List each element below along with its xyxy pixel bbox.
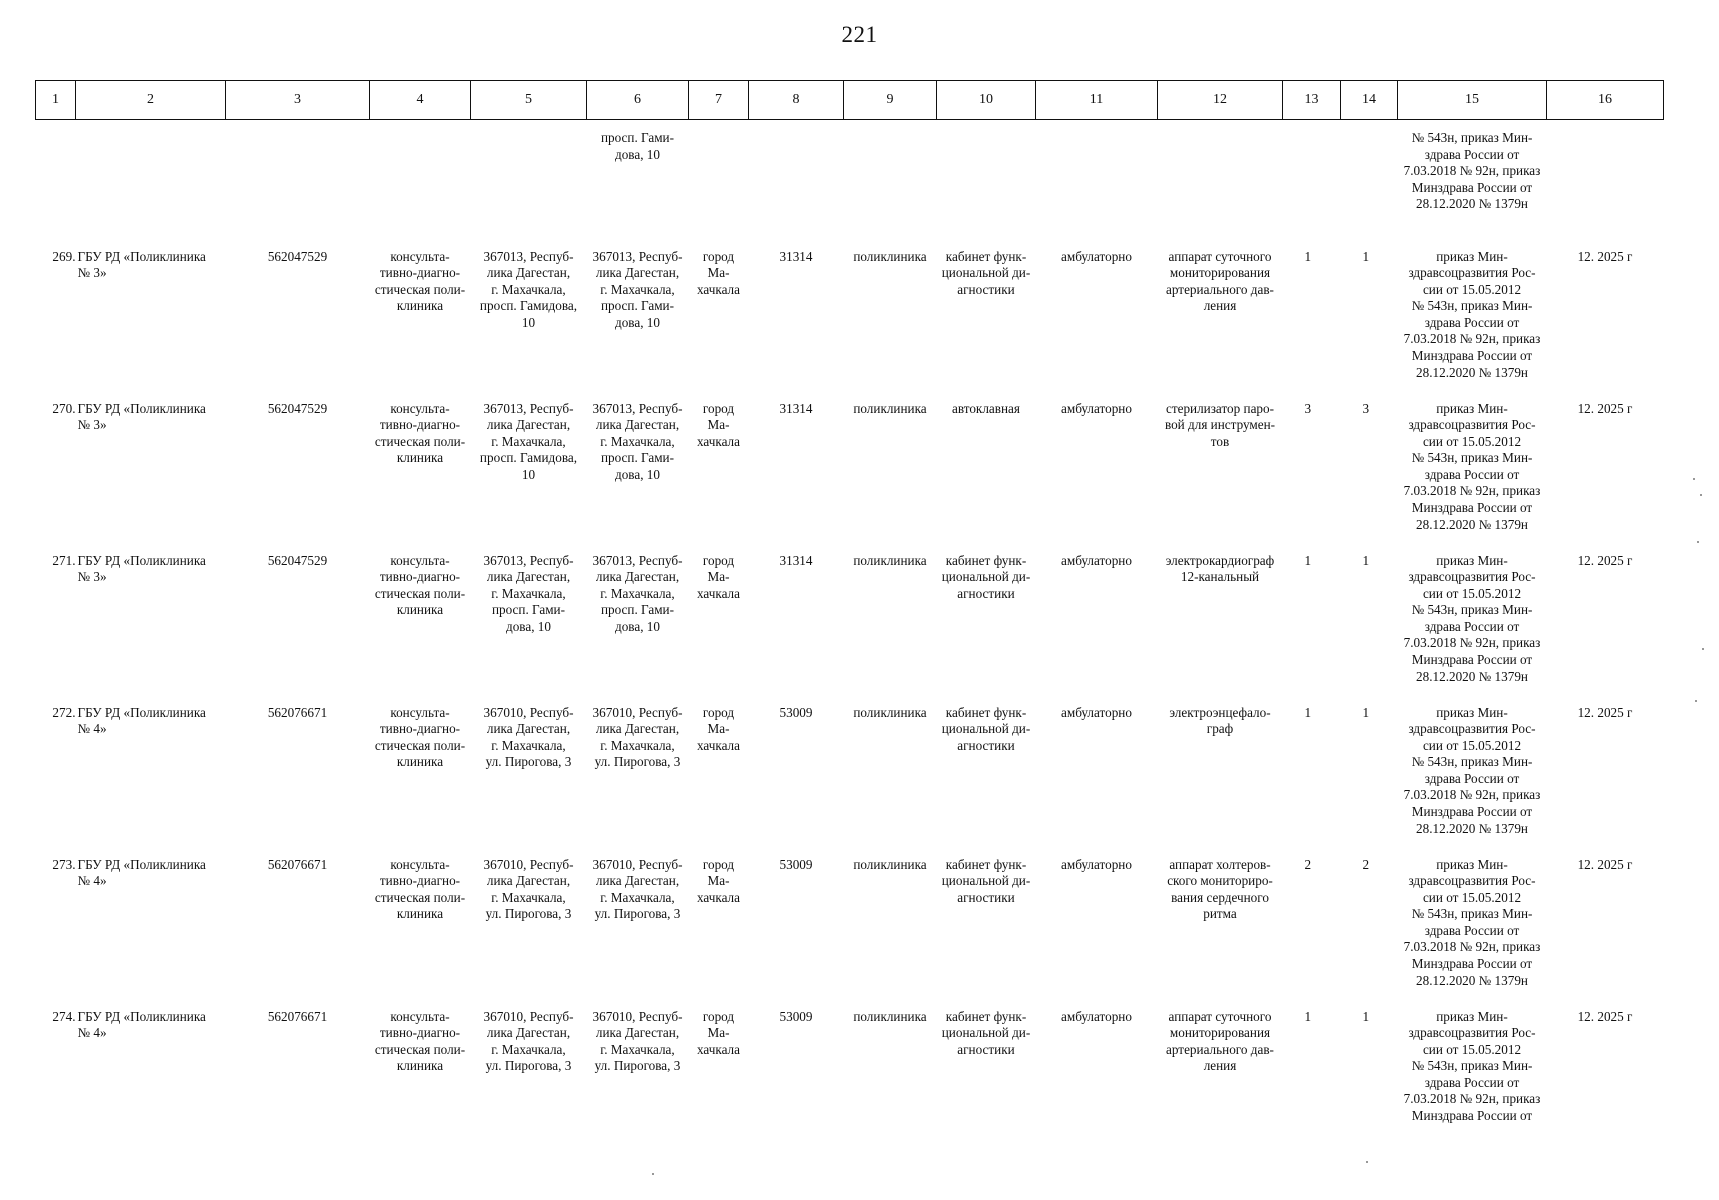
actual-address-cell: 367013, Респуб- лика Дагестан, г. Махачкала, просп. Гами- дова, 10	[592, 552, 683, 634]
equipment-cell: электрокардиограф 12-канальный	[1165, 552, 1275, 585]
org-code-cell: 562076671	[267, 1008, 328, 1024]
actual-address-cell: 367010, Респуб- лика Дагестан, г. Махачкала, ул. Пирогова, 3	[592, 704, 683, 770]
quantity-planned-cell: 1	[1362, 704, 1370, 720]
legal-basis-cell: приказ Мин- здравсоцразвития Рос- сии от 15.05.2012 № 543н, приказ Мин- здрава России от 7.03.2018 № 92н, приказ Минздрава России от 28.12.2020 № 1379н	[1403, 856, 1541, 988]
city-cell: город Ма- хачкала	[697, 400, 740, 449]
care-form-cell: амбулаторно	[1061, 1008, 1132, 1024]
column-number-row	[36, 81, 1664, 120]
facility-type-cell: консульта- тивно-диагно- стическая поли- клиника	[374, 1008, 466, 1074]
table-row	[36, 842, 1664, 994]
actual-address-cell: 367013, Респуб- лика Дагестан, г. Махачкала, просп. Гами- дова, 10	[592, 400, 683, 482]
legal-address-cell: 367010, Респуб- лика Дагестан, г. Махачкала, ул. Пирогова, 3	[483, 856, 574, 922]
facility-type-cell: консульта- тивно-диагно- стическая поли- клиника	[374, 704, 466, 770]
unit-cell: кабинет функ- циональной ди- агностики	[941, 704, 1031, 753]
row-number-cell: 273.	[52, 856, 76, 872]
equipment-cell: аппарат суточного мониторирования артериального дав- ления	[1166, 248, 1274, 314]
quantity-planned-cell: 2	[1362, 856, 1370, 872]
organization-cell: ГБУ РД «Поликлиника № 3»	[77, 552, 206, 585]
deadline-cell: 12. 2025 г	[1577, 1008, 1633, 1024]
column-number: 14	[1341, 81, 1398, 120]
care-form-cell: амбулаторно	[1061, 400, 1132, 416]
actual-address-cell: 367010, Респуб- лика Дагестан, г. Махачкала, ул. Пирогова, 3	[592, 856, 683, 922]
unit-cell: кабинет функ- циональной ди- агностики	[941, 248, 1031, 297]
organization-cell: ГБУ РД «Поликлиника № 4»	[77, 704, 206, 737]
deadline-cell: 12. 2025 г	[1577, 856, 1633, 872]
column-number: 4	[370, 81, 471, 120]
legal-basis-cell: приказ Мин- здравсоцразвития Рос- сии от 15.05.2012 № 543н, приказ Мин- здрава России от 7.03.2018 № 92н, приказ Минздрава России от 28.12.2020 № 1379н	[1403, 552, 1541, 684]
column-number: 11	[1036, 81, 1158, 120]
table-row	[36, 234, 1664, 386]
facility-type-cell: консульта- тивно-диагно- стическая поли- клиника	[374, 400, 466, 466]
deadline-cell: 12. 2025 г	[1577, 552, 1633, 568]
actual-address-cell: просп. Гами- дова, 10	[600, 130, 675, 162]
legal-address-cell: 367013, Респуб- лика Дагестан, г. Махачкала, просп. Гамидова, 10	[479, 400, 578, 482]
quantity-planned-cell: 1	[1362, 1008, 1370, 1024]
facility-cell: поликлиника	[853, 704, 927, 720]
unit-cell: кабинет функ- циональной ди- агностики	[941, 552, 1031, 601]
column-number: 13	[1283, 81, 1341, 120]
scan-speck	[1702, 648, 1704, 650]
organization-cell: ГБУ РД «Поликлиника № 3»	[77, 400, 206, 433]
scan-speck	[1695, 700, 1697, 702]
quantity-needed-cell: 2	[1304, 856, 1312, 872]
column-number: 2	[76, 81, 226, 120]
quantity-needed-cell: 1	[1304, 1008, 1312, 1024]
facility-cell: поликлиника	[853, 856, 927, 872]
deadline-cell: 12. 2025 г	[1577, 704, 1633, 720]
org-code-cell: 562076671	[267, 704, 328, 720]
legal-basis-cell: приказ Мин- здравсоцразвития Рос- сии от 15.05.2012 № 543н, приказ Мин- здрава России от 7.03.2018 № 92н, приказ Минздрава России от 28.12.2020 № 1379н	[1403, 400, 1541, 532]
deadline-cell: 12. 2025 г	[1577, 400, 1633, 416]
care-form-cell: амбулаторно	[1061, 856, 1132, 872]
quantity-needed-cell: 1	[1304, 552, 1312, 568]
facility-type-cell: консульта- тивно-диагно- стическая поли- клиника	[374, 552, 466, 618]
oktmo-code-cell: 31314	[779, 552, 813, 568]
oktmo-code-cell: 53009	[779, 1008, 813, 1024]
deadline-cell: 12. 2025 г	[1577, 248, 1633, 264]
table-row	[36, 690, 1664, 842]
legal-basis-cell: приказ Мин- здравсоцразвития Рос- сии от 15.05.2012 № 543н, приказ Мин- здрава России от 7.03.2018 № 92н, приказ Минздрава России от 28.12.2020 № 1379н	[1403, 248, 1541, 380]
organization-cell: ГБУ РД «Поликлиника № 3»	[77, 248, 206, 281]
table-row	[36, 386, 1664, 538]
legal-basis-cell: приказ Мин- здравсоцразвития Рос- сии от 15.05.2012 № 543н, приказ Мин- здрава России от 7.03.2018 № 92н, приказ Минздрава России от	[1403, 1008, 1541, 1124]
scan-speck	[652, 1173, 654, 1175]
column-number: 6	[587, 81, 689, 120]
org-code-cell: 562076671	[267, 856, 328, 872]
city-cell: город Ма- хачкала	[697, 1008, 740, 1057]
city-cell: город Ма- хачкала	[697, 552, 740, 601]
quantity-planned-cell: 3	[1362, 400, 1370, 416]
organization-cell: ГБУ РД «Поликлиника № 4»	[77, 856, 206, 889]
legal-basis-cell: приказ Мин- здравсоцразвития Рос- сии от 15.05.2012 № 543н, приказ Мин- здрава России от 7.03.2018 № 92н, приказ Минздрава России от 28.12.2020 № 1379н	[1403, 704, 1541, 836]
legal-address-cell: 367013, Респуб- лика Дагестан, г. Махачкала, просп. Гамидова, 10	[479, 248, 578, 330]
quantity-planned-cell: 1	[1362, 552, 1370, 568]
org-code-cell: 562047529	[267, 248, 328, 264]
column-number: 3	[226, 81, 370, 120]
equipment-cell: электроэнцефало- граф	[1169, 704, 1271, 737]
column-number: 7	[689, 81, 749, 120]
quantity-needed-cell: 1	[1304, 248, 1312, 264]
equipment-table	[35, 80, 1664, 1146]
city-cell: город Ма- хачкала	[697, 248, 740, 297]
column-number: 16	[1547, 81, 1664, 120]
facility-cell: поликлиника	[853, 400, 927, 416]
oktmo-code-cell: 53009	[779, 856, 813, 872]
continuation-row	[36, 120, 1664, 234]
org-code-cell: 562047529	[267, 400, 328, 416]
equipment-cell: стерилизатор паро- вой для инструмен- тов	[1164, 400, 1276, 449]
organization-cell: ГБУ РД «Поликлиника № 4»	[77, 1008, 206, 1041]
column-number: 5	[471, 81, 587, 120]
quantity-needed-cell: 1	[1304, 704, 1312, 720]
equipment-cell: аппарат суточного мониторирования артериального дав- ления	[1166, 1008, 1274, 1074]
unit-cell: автоклавная	[952, 400, 1020, 416]
row-number-cell: 270.	[52, 400, 76, 416]
actual-address-cell: 367013, Респуб- лика Дагестан, г. Махачкала, просп. Гами- дова, 10	[592, 248, 683, 330]
facility-type-cell: консульта- тивно-диагно- стическая поли- клиника	[374, 248, 466, 314]
legal-basis-cell: № 543н, приказ Мин- здрава России от 7.03.2018 № 92н, приказ Минздрава России от 28.12.2020 № 1379н	[1403, 130, 1541, 212]
oktmo-code-cell: 31314	[779, 400, 813, 416]
facility-type-cell: консульта- тивно-диагно- стическая поли- клиника	[374, 856, 466, 922]
row-number-cell: 269.	[52, 248, 76, 264]
table-row	[36, 538, 1664, 690]
row-number-cell: 274.	[52, 1008, 76, 1024]
legal-address-cell: 367010, Респуб- лика Дагестан, г. Махачкала, ул. Пирогова, 3	[483, 1008, 574, 1074]
actual-address-cell: 367010, Респуб- лика Дагестан, г. Махачкала, ул. Пирогова, 3	[592, 1008, 683, 1074]
oktmo-code-cell: 53009	[779, 704, 813, 720]
facility-cell: поликлиника	[853, 552, 927, 568]
page-number: 221	[841, 22, 878, 47]
legal-address-cell: 367013, Респуб- лика Дагестан, г. Махачкала, просп. Гами- дова, 10	[483, 552, 574, 634]
scan-speck	[1700, 494, 1702, 496]
column-number: 1	[36, 81, 76, 120]
unit-cell: кабинет функ- циональной ди- агностики	[941, 1008, 1031, 1057]
row-number-cell: 272.	[52, 704, 76, 720]
scan-speck	[1697, 541, 1699, 543]
row-number-cell: 271.	[52, 552, 76, 568]
facility-cell: поликлиника	[853, 248, 927, 264]
city-cell: город Ма- хачкала	[697, 856, 740, 905]
column-number: 15	[1398, 81, 1547, 120]
care-form-cell: амбулаторно	[1061, 704, 1132, 720]
column-number: 10	[937, 81, 1036, 120]
column-number: 8	[749, 81, 844, 120]
org-code-cell: 562047529	[267, 552, 328, 568]
quantity-needed-cell: 3	[1304, 400, 1312, 416]
column-number: 12	[1158, 81, 1283, 120]
unit-cell: кабинет функ- циональной ди- агностики	[941, 856, 1031, 905]
equipment-cell: аппарат холтеров- ского мониториро- вания сердечного ритма	[1167, 856, 1273, 922]
scan-speck	[1693, 478, 1695, 480]
quantity-planned-cell: 1	[1362, 248, 1370, 264]
table-row	[36, 994, 1664, 1146]
facility-cell: поликлиника	[853, 1008, 927, 1024]
oktmo-code-cell: 31314	[779, 248, 813, 264]
care-form-cell: амбулаторно	[1061, 248, 1132, 264]
column-number: 9	[844, 81, 937, 120]
legal-address-cell: 367010, Респуб- лика Дагестан, г. Махачкала, ул. Пирогова, 3	[483, 704, 574, 770]
city-cell: город Ма- хачкала	[697, 704, 740, 753]
care-form-cell: амбулаторно	[1061, 552, 1132, 568]
scan-speck	[1366, 1161, 1368, 1163]
